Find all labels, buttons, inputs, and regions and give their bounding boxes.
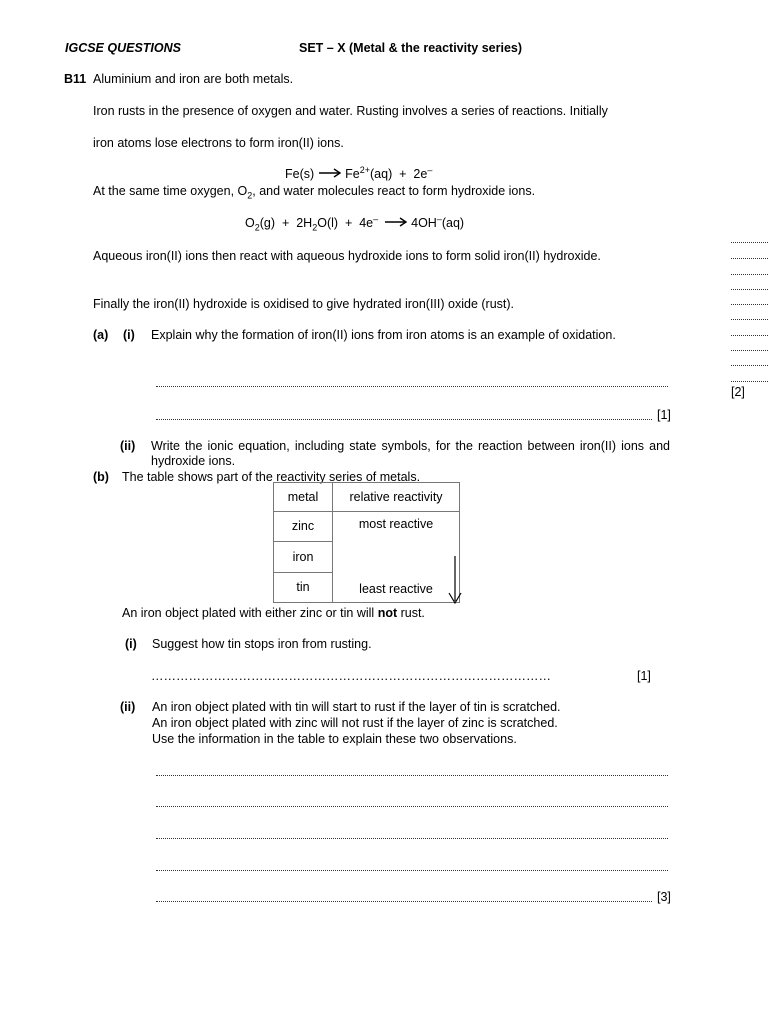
answer-line[interactable] — [731, 381, 768, 382]
equation-2-part-a: (g) + 2H — [259, 216, 313, 230]
plating-statement-start: An iron object plated with either zinc or tin will — [122, 606, 378, 620]
equation-2-oxygen-subscript: 2 — [254, 222, 260, 233]
header-left: IGCSE QUESTIONS — [65, 41, 181, 55]
table-cell-metal: zinc — [274, 512, 333, 542]
part-a-i-label: (i) — [123, 328, 135, 342]
paragraph-1-line-1: Iron rusts in the presence of oxygen and water. Rusting involves a series of reactions. Initially — [93, 104, 608, 118]
header-title: SET – X (Metal & the reactivity series) — [299, 41, 523, 55]
equation-2-part-b: O(l) + 4e — [317, 216, 374, 230]
paragraph-2 — [93, 184, 535, 199]
equation-1-lhs: Fe(s) — [285, 167, 315, 181]
part-b-intro: The table shows part of the reactivity series of metals. — [122, 470, 421, 484]
answer-line[interactable] — [731, 242, 768, 243]
mark-allocation: [2] — [731, 385, 745, 399]
answer-line[interactable] — [156, 838, 668, 839]
plating-statement-emphasis: not — [377, 606, 398, 620]
paragraph-2-subscript: 2 — [247, 190, 253, 201]
question-number: B11 — [64, 72, 87, 86]
part-b-ii-line-1: An iron object plated with tin will start to rust if the layer of tin is scratched. — [152, 700, 561, 714]
part-b-ii-line-3: Use the information in the table to explain these two observations. — [152, 732, 517, 746]
equation-2 — [245, 213, 465, 233]
equation-1-rhs: Fe — [345, 167, 360, 181]
right-arrow-icon — [382, 216, 408, 231]
reactivity-table — [273, 482, 460, 603]
equation-2-oxygen: O — [245, 216, 255, 230]
part-b-i-label: (i) — [125, 637, 137, 651]
table-cell-metal: iron — [274, 542, 333, 573]
answer-line[interactable] — [731, 350, 768, 351]
table-cell-metal: tin — [274, 573, 333, 603]
part-b-label: (b) — [93, 470, 109, 484]
answer-line[interactable] — [731, 335, 768, 336]
answer-line[interactable] — [731, 258, 768, 259]
equation-2-electron-charge: – — [373, 213, 379, 224]
equation-2-hydrogen-subscript: 2 — [312, 222, 318, 233]
answer-line[interactable] — [731, 319, 768, 320]
equation-2-rhs-state: (aq) — [441, 216, 465, 230]
mark-allocation: [1] — [637, 669, 651, 683]
paragraph-4: Finally the iron(II) hydroxide is oxidised to give hydrated iron(III) oxide (rust). — [93, 297, 515, 311]
part-a-ii-question: Write the ionic equation, including state symbols, for the reaction between iron(II) ions and hydroxide ions. — [151, 439, 670, 468]
answer-line[interactable] — [731, 274, 768, 275]
paragraph-2-end: , and water molecules react to form hydroxide ions. — [252, 184, 536, 198]
equation-1-rhs-rest: (aq) + 2e — [370, 167, 428, 181]
mark-allocation: [3] — [657, 890, 671, 904]
answer-line[interactable] — [156, 870, 668, 871]
part-b-ii-label: (ii) — [120, 700, 136, 714]
part-a-i-question: Explain why the formation of iron(II) ions from iron atoms is an example of oxidation. — [151, 328, 616, 342]
paragraph-2-start: At the same time oxygen, O — [93, 184, 248, 198]
equation-1-electron-charge: – — [427, 164, 433, 175]
part-b-i-question: Suggest how tin stops iron from rusting. — [152, 637, 372, 651]
plating-statement — [122, 606, 425, 621]
part-a-ii-label: (ii) — [120, 439, 136, 453]
answer-line[interactable] — [156, 386, 668, 387]
least-reactive-label: least reactive — [359, 582, 433, 596]
equation-2-rhs: 4OH — [411, 216, 437, 230]
answer-line[interactable] — [156, 806, 668, 807]
table-header-reactivity: relative reactivity — [333, 483, 460, 512]
answer-line[interactable] — [156, 775, 668, 776]
question-intro: Aluminium and iron are both metals. — [93, 72, 294, 86]
answer-line[interactable]: …………………………………………………………………………………… — [151, 669, 551, 683]
part-b-ii-line-2: An iron object plated with zinc will not rust if the layer of zinc is scratched. — [152, 716, 558, 730]
answer-line[interactable] — [731, 365, 768, 366]
equation-1-charge: 2+ — [359, 164, 370, 175]
answer-line[interactable] — [731, 304, 768, 305]
reactivity-column — [333, 512, 460, 603]
part-a-label: (a) — [93, 328, 109, 342]
right-arrow-icon — [318, 167, 342, 182]
answer-line[interactable] — [156, 901, 652, 902]
down-arrow-icon — [448, 556, 462, 606]
most-reactive-label: most reactive — [358, 517, 434, 531]
answer-line[interactable] — [156, 419, 652, 420]
equation-2-hydroxide-charge: – — [436, 213, 442, 224]
answer-line[interactable] — [731, 289, 768, 290]
table-header-metal: metal — [274, 483, 333, 512]
equation-1 — [285, 164, 433, 182]
paragraph-3: Aqueous iron(II) ions then react with aqueous hydroxide ions to form solid iron(II) hydroxide. — [93, 249, 601, 263]
plating-statement-end: rust. — [397, 606, 425, 620]
paragraph-1-line-2: iron atoms lose electrons to form iron(II) ions. — [93, 136, 344, 150]
mark-allocation: [1] — [657, 408, 671, 422]
